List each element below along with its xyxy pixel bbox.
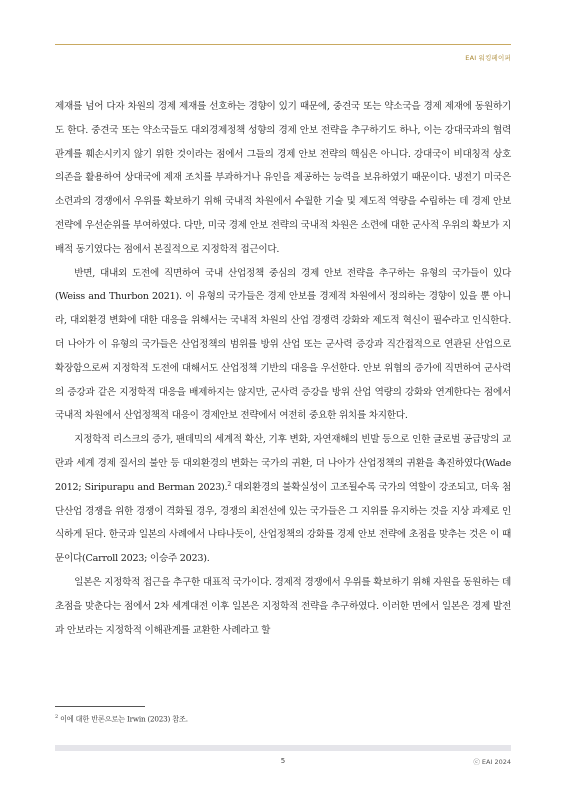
header-rule bbox=[55, 44, 511, 45]
paragraph-1: 제재를 넘어 다자 차원의 경제 제재를 선호하는 경향이 있기 때문에, 중견국 또는 약소국을 경제 제재에 동원하기도 한다. 중견국 또는 약소국들도 대외경제정책 성향의 경제 안보 전략을 추구하기도 하나, 이는 강대국과의 협력 관계를 훼손시키지 않기 위한 것이라는 점에서 그들의 경제 안보 전략의 핵심은 아니다. 강대국이 비대칭적 상호의존을 활용하여 상대국에 제재 조치를 부과하거나 유인을 제공하는 능력을 보유하였기 때문이다. 냉전기 미국은 소련과의 경쟁에서 우위를 확보하기 위해 국내적 차원에서 수월한 기술 및 제도적 역량을 수립하는 데 경제 안보 전략에 우선순위를 부여하였다. 다만, 미국 경제 안보 전략의 국내적 차원은 소련에 대한 군사적 우위의 확보가 지배적 동기였다는 점에서 본질적으로 지정학적 접근이다. bbox=[55, 101, 511, 255]
footnote-reference: 2 bbox=[227, 480, 231, 488]
footnote-marker: 2 bbox=[55, 714, 58, 720]
series-label: EAI 워킹페이퍼 bbox=[465, 54, 511, 62]
footnote bbox=[55, 714, 188, 724]
paragraph-3-text: 지정학적 리스크의 증가, 팬데믹의 세계적 확산, 기후 변화, 자연재해의 빈발 등으로 인한 글로벌 공급망의 교란과 세계 경제 질서의 불안 등 대외환경의 변화는 국가의 귀환, 더 나아가 산업정책의 귀환을 촉진하였다(Wade 2012; Siripurapu and Berman 2023). bbox=[55, 434, 511, 493]
paragraph-2: 반면, 대내외 도전에 직면하여 국내 산업정책 중심의 경제 안보 전략을 추구하는 유형의 국가들이 있다(Weiss and Thurbon 2021). 이 유형의 국가들은 경제 안보를 경제적 차원에서 정의하는 경향이 있을 뿐 아니라, 대외환경 변화에 대한 대응을 위해서는 국내적 차원의 산업 경쟁력 강화와 제도적 혁신이 필수라고 인식한다. 더 나아가 이 유형의 국가들은 산업정책의 범위를 방위 산업 또는 군사력 증강과 직간접적으로 연관된 산업으로 확장함으로써 지정학적 도전에 대해서도 산업정책 기반의 대응을 우선한다. 안보 위협의 증가에 직면하여 군사력의 증강과 같은 지정학적 대응을 배제하지는 않지만, 군사력 증강을 방위 산업 역량의 강화와 연계한다는 점에서 국내적 차원에서 산업정책적 대응이 경제안보 전략에서 여전히 중요한 위치를 차지한다. bbox=[55, 267, 511, 422]
paragraph-3-continued: 대외환경의 불확실성이 고조될수록 국가의 역할이 강조되고, 더욱 첨단산업 경쟁을 위한 경쟁이 격화될 경우, 경쟁의 최전선에 있는 국가들은 그 지위를 유지하는 것을 지상 과제로 인식하게 된다. 한국과 일본의 사례에서 나타나듯이, 산업정책의 강화를 경제 안보 전략에 초점을 맞추는 것은 이 때문이다(Carroll 2023; 이승주 2023). bbox=[55, 481, 511, 565]
footnote-text: 이에 대한 반론으로는 Irwin (2023) 참조. bbox=[57, 714, 188, 724]
page-number: 5 bbox=[280, 757, 286, 765]
copyright: ⓒ EAI 2024 bbox=[473, 758, 511, 766]
footer-band bbox=[55, 745, 511, 751]
paragraph-4: 일본은 지정학적 접근을 추구한 대표적 국가이다. 경제적 경쟁에서 우위를 확보하기 위해 자원을 동원하는 데 초점을 맞춘다는 점에서 2차 세계대전 이후 일본은 지정학적 전략을 추구하였다. 이러한 면에서 일본은 경제 발전과 안보라는 지정학적 이해관계를 교환한 사례라고 할 bbox=[55, 576, 511, 636]
body-text bbox=[55, 95, 511, 642]
footnote-rule bbox=[55, 706, 145, 707]
paragraph-3 bbox=[55, 428, 511, 571]
